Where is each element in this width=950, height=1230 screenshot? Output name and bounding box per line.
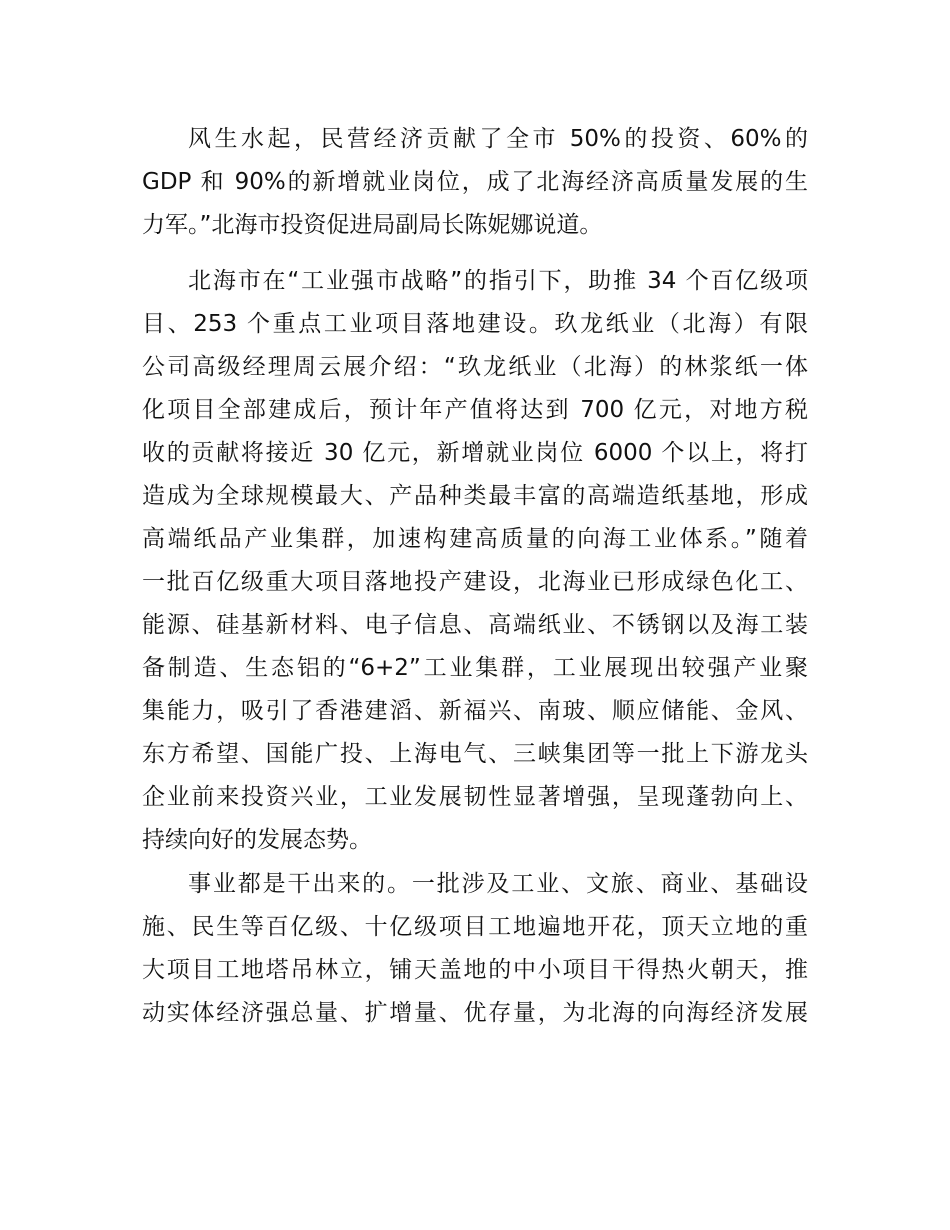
text-line: 能源、硅基新材料、电子信息、高端纸业、不锈钢以及海工装 (142, 612, 808, 638)
text-line: 高端纸品产业集群，加速构建高质量的向海工业体系。”随着 (142, 526, 808, 552)
paragraph-2 (142, 260, 808, 862)
text-line: 风生水起，民营经济贡献了全市 50%的投资、60%的 (188, 126, 808, 152)
paragraph-3 (142, 863, 808, 1035)
text-line: 力军。”北海市投资促进局副局长陈妮娜说道。 (142, 212, 603, 238)
text-line: 持续向好的发展态势。 (142, 827, 372, 853)
text-line: 东方希望、国能广投、上海电气、三峡集团等一批上下游龙头 (142, 741, 808, 767)
document-page (142, 118, 808, 1035)
text-line: 一批百亿级重大项目落地投产建设，北海业已形成绿色化工、 (142, 569, 808, 595)
text-line: 集能力，吸引了香港建滔、新福兴、南玻、顺应储能、金风、 (142, 698, 808, 724)
text-line: 公司高级经理周云展介绍：“玖龙纸业（北海）的林浆纸一体 (142, 354, 808, 380)
text-line: 造成为全球规模最大、产品种类最丰富的高端造纸基地，形成 (142, 483, 808, 509)
text-line: 北海市在“工业强市战略”的指引下，助推 34 个百亿级项 (188, 268, 808, 294)
text-line: 目、253 个重点工业项目落地建设。玖龙纸业（北海）有限 (142, 311, 808, 337)
text-line: 施、民生等百亿级、十亿级项目工地遍地开花，顶天立地的重 (142, 914, 808, 940)
text-line: GDP 和 90%的新增就业岗位，成了北海经济高质量发展的生 (142, 169, 808, 195)
text-line: 事业都是干出来的。一批涉及工业、文旅、商业、基础设 (188, 871, 808, 897)
text-line: 动实体经济强总量、扩增量、优存量，为北海的向海经济发展 (142, 1000, 808, 1026)
text-line: 大项目工地塔吊林立，铺天盖地的中小项目干得热火朝天，推 (142, 957, 808, 983)
paragraph-1 (142, 118, 808, 247)
text-line: 备制造、生态铝的“6+2”工业集群，工业展现出较强产业聚 (142, 655, 808, 681)
text-line: 企业前来投资兴业，工业发展韧性显著增强，呈现蓬勃向上、 (142, 784, 808, 810)
text-line: 收的贡献将接近 30 亿元，新增就业岗位 6000 个以上，将打 (142, 440, 808, 466)
text-line: 化项目全部建成后，预计年产值将达到 700 亿元，对地方税 (142, 397, 808, 423)
